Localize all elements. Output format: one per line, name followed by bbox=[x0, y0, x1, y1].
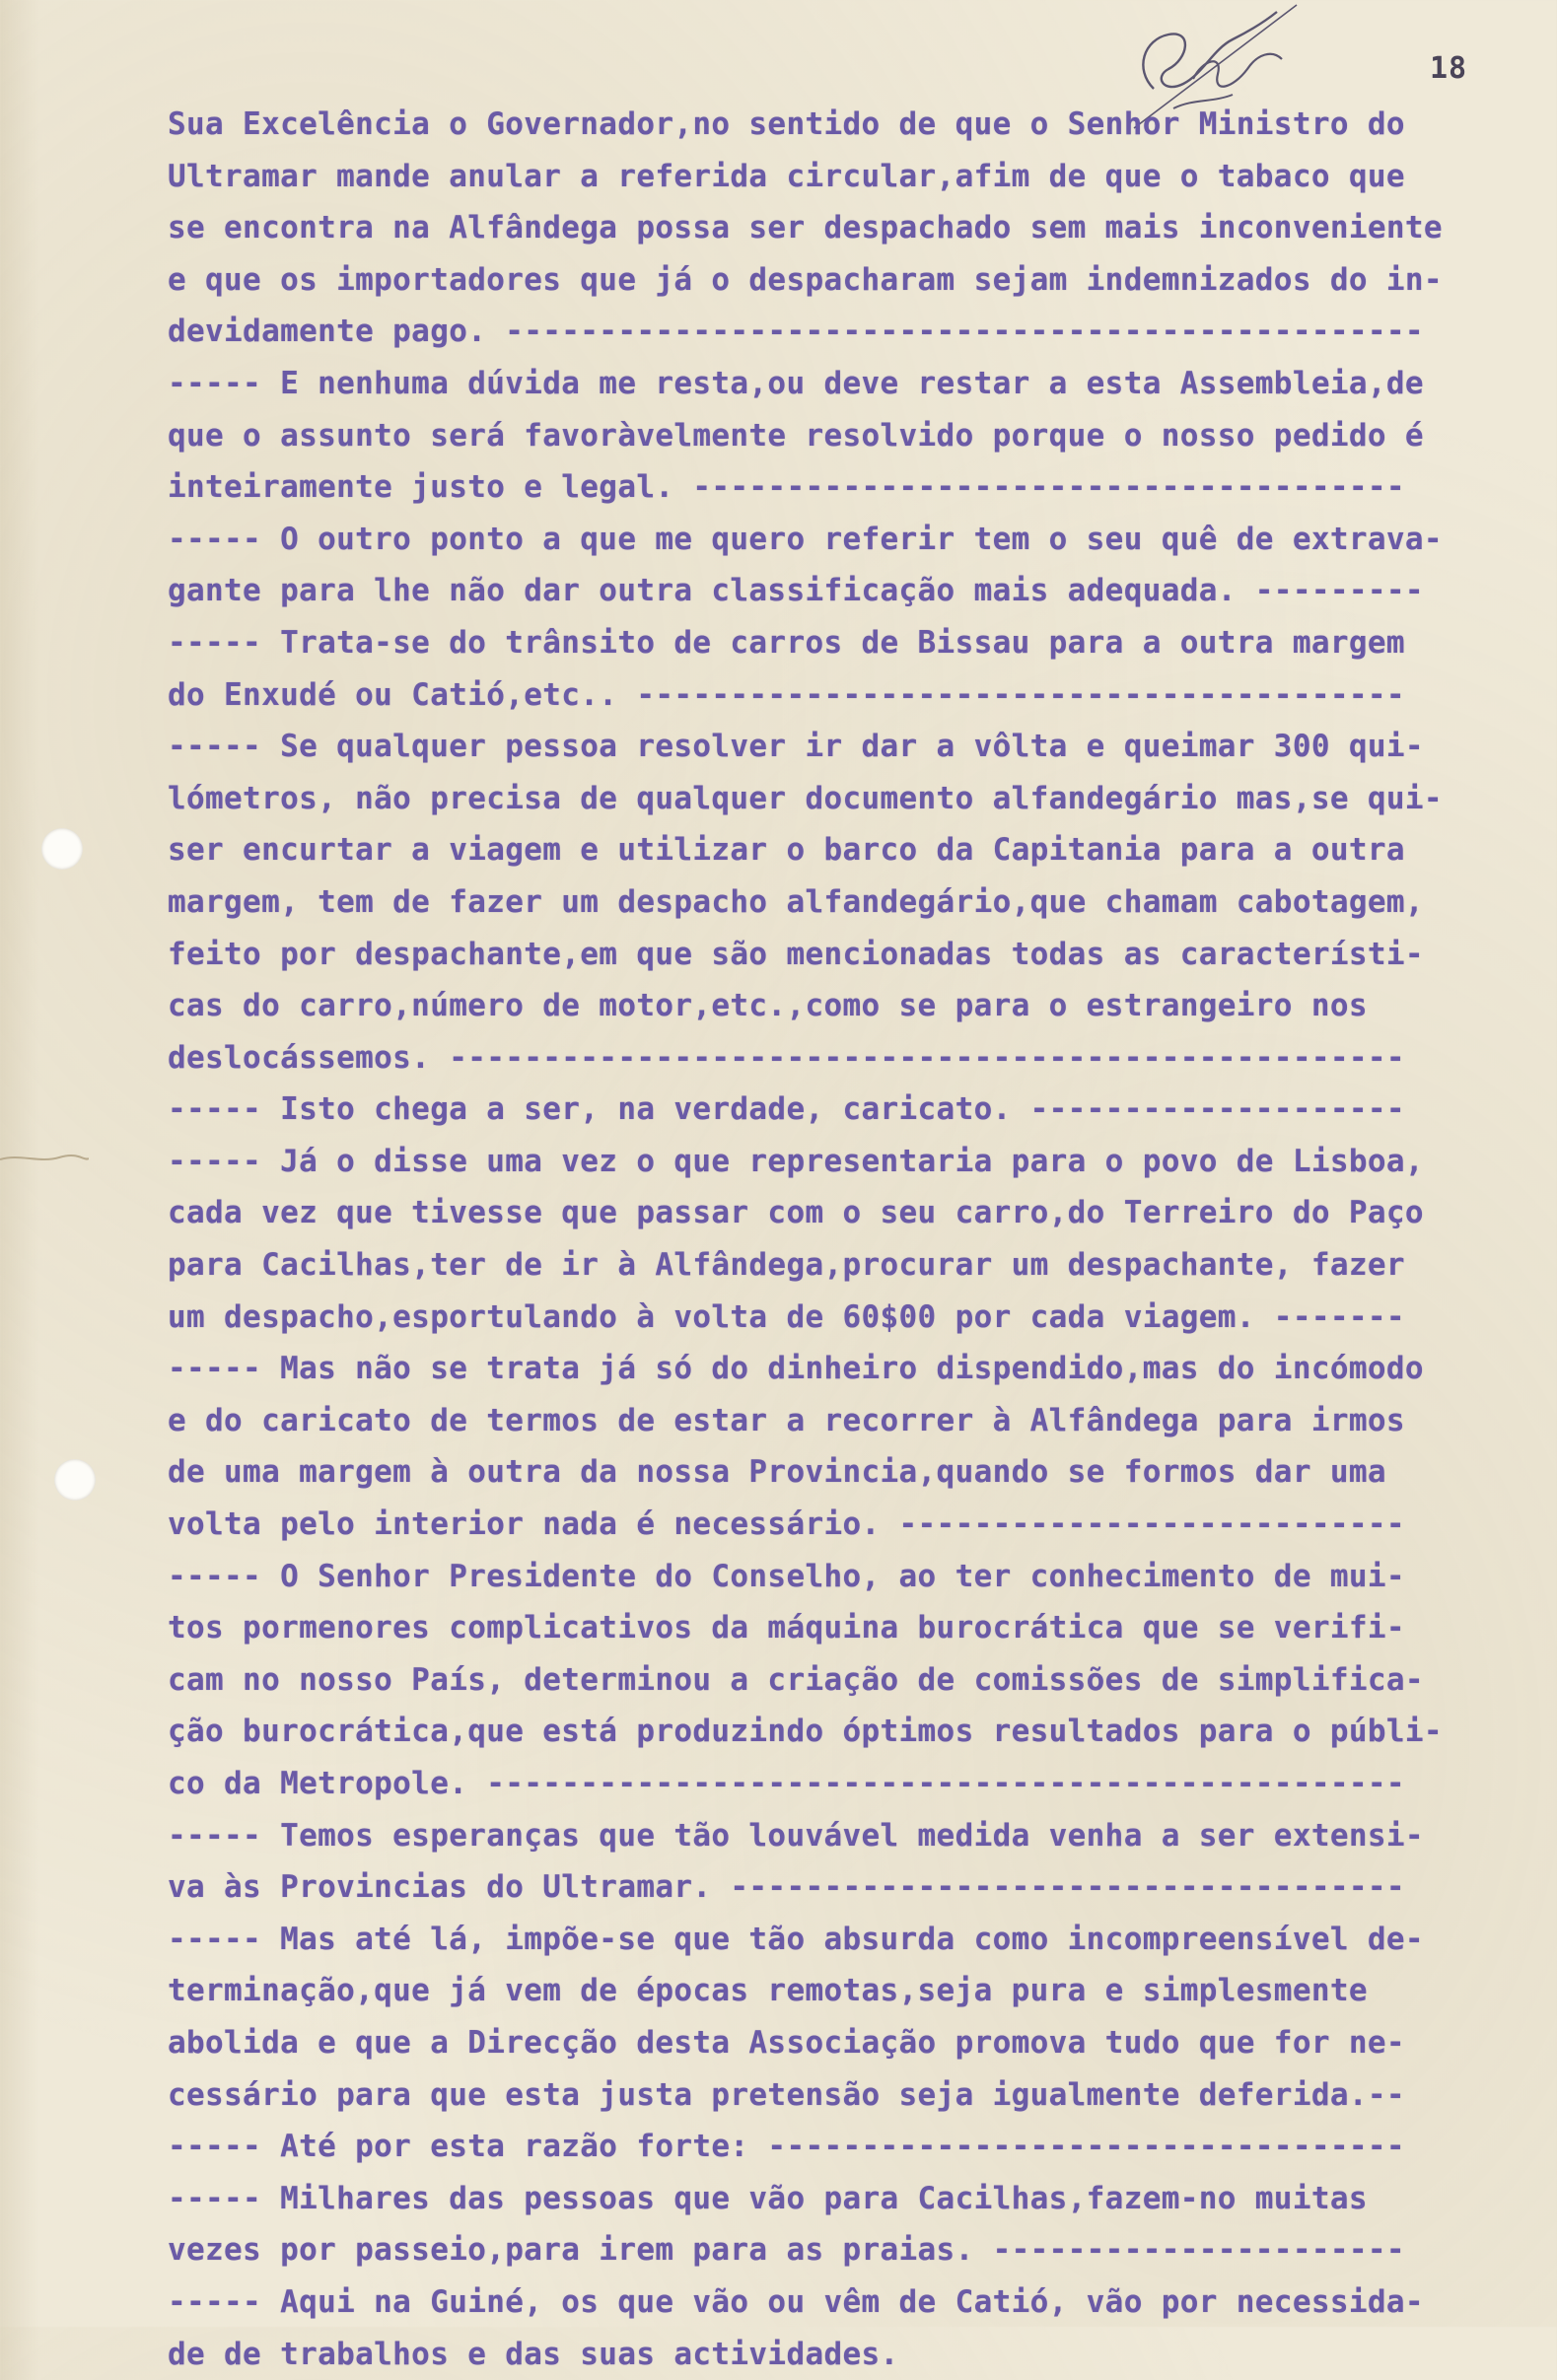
text-line: va às Provincias do Ultramar. ------------------------------------ bbox=[168, 1869, 1405, 1906]
text-line: feito por despachante,em que são mencionadas todas as característi- bbox=[168, 936, 1424, 972]
text-line: tos pormenores complicativos da máquina burocrática que se verifi- bbox=[168, 1610, 1405, 1646]
text-line: cas do carro,número de motor,etc.,como se para o estrangeiro nos bbox=[168, 988, 1368, 1024]
punch-hole bbox=[54, 1459, 96, 1501]
text-line: do Enxudé ou Catió,etc.. ----------------------------------------- bbox=[168, 676, 1405, 713]
text-line: para Cacilhas,ter de ir à Alfândega,procurar um despachante, fazer bbox=[168, 1247, 1405, 1284]
text-line: margem, tem de fazer um despacho alfandegário,que chamam cabotagem, bbox=[168, 883, 1424, 920]
text-line: cada vez que tivesse que passar com o seu carro,do Terreiro do Paço bbox=[168, 1195, 1424, 1231]
text-line: ----- Já o disse uma vez o que representaria para o povo de Lisboa, bbox=[168, 1143, 1424, 1179]
text-line: volta pelo interior nada é necessário. --------------------------- bbox=[168, 1506, 1405, 1543]
text-line: ----- Se qualquer pessoa resolver ir dar a vôlta e queimar 300 qui- bbox=[168, 729, 1424, 765]
text-line: de uma margem à outra da nossa Provincia,quando se formos dar uma bbox=[168, 1454, 1386, 1491]
page-number: 18 bbox=[1430, 51, 1468, 86]
text-line: gante para lhe não dar outra classificação mais adequada. --------- bbox=[168, 573, 1424, 609]
text-line: Ultramar mande anular a referida circular,afim de que o tabaco que bbox=[168, 158, 1405, 194]
text-line: ----- E nenhuma dúvida me resta,ou deve restar a esta Assembleia,de bbox=[168, 365, 1424, 401]
text-line: abolida e que a Direcção desta Associação promova tudo que for ne- bbox=[168, 2024, 1405, 2061]
text-line: lómetros, não precisa de qualquer documento alfandegário mas,se qui- bbox=[168, 780, 1443, 816]
text-line: cessário para que esta justa pretensão seja igualmente deferida.-- bbox=[168, 2076, 1405, 2113]
text-line: ----- Trata-se do trânsito de carros de Bissau para a outra margem bbox=[168, 624, 1405, 661]
text-line: se encontra na Alfândega possa ser despachado sem mais inconveniente bbox=[168, 210, 1443, 246]
text-line: inteiramente justo e legal. -------------------------------------- bbox=[168, 469, 1405, 506]
text-line: e que os importadores que já o despacharam sejam indemnizados do in- bbox=[168, 261, 1443, 298]
text-line: e do caricato de termos de estar a recorrer à Alfândega para irmos bbox=[168, 1402, 1405, 1438]
text-line: de de trabalhos e das suas actividades. bbox=[168, 2336, 899, 2372]
text-line: ----- Mas até lá, impõe-se que tão absurda como incompreensível de- bbox=[168, 1921, 1424, 1957]
text-line: deslocássemos. --------------------------------------------------- bbox=[168, 1039, 1405, 1076]
text-line: ção burocrática,que está produzindo óptimos resultados para o públi- bbox=[168, 1714, 1443, 1750]
text-line: ----- Temos esperanças que tão louvável medida venha a ser extensi- bbox=[168, 1817, 1424, 1854]
text-line: ----- Milhares das pessoas que vão para Cacilhas,fazem-no muitas bbox=[168, 2180, 1368, 2216]
text-line: terminação,que já vem de épocas remotas,seja pura e simplesmente bbox=[168, 1973, 1368, 2009]
text-line: ----- Aqui na Guiné, os que vão ou vêm de Catió, vão por necessida- bbox=[168, 2283, 1424, 2320]
text-line: ----- O Senhor Presidente do Conselho, ao ter conhecimento de mui- bbox=[168, 1558, 1405, 1594]
text-line: ----- Até por esta razão forte: ---------------------------------- bbox=[168, 2129, 1405, 2165]
text-line: ----- Isto chega a ser, na verdade, caricato. -------------------- bbox=[168, 1091, 1405, 1128]
text-line: cam no nosso País, determinou a criação de comissões de simplifica- bbox=[168, 1661, 1424, 1698]
text-line: ----- Mas não se trata já só do dinheiro dispendido,mas do incómodo bbox=[168, 1351, 1424, 1387]
text-line: que o assunto será favoràvelmente resolvido porque o nosso pedido é bbox=[168, 417, 1424, 454]
text-line: ----- O outro ponto a que me quero referir tem o seu quê de extrava- bbox=[168, 521, 1443, 557]
punch-hole bbox=[41, 828, 83, 870]
text-line: vezes por passeio,para irem para as praias. ---------------------- bbox=[168, 2232, 1405, 2269]
typed-text-body bbox=[168, 99, 1548, 2380]
text-line: Sua Excelência o Governador,no sentido de que o Senhor Ministro do bbox=[168, 106, 1405, 142]
text-line: ser encurtar a viagem e utilizar o barco da Capitania para a outra bbox=[168, 832, 1405, 869]
text-line: devidamente pago. ------------------------------------------------- bbox=[168, 314, 1424, 350]
margin-crease-mark bbox=[0, 1144, 89, 1173]
text-line: co da Metropole. ------------------------------------------------- bbox=[168, 1766, 1405, 1801]
text-line: um despacho,esportulando à volta de 60$00 por cada viagem. ------- bbox=[168, 1298, 1405, 1335]
